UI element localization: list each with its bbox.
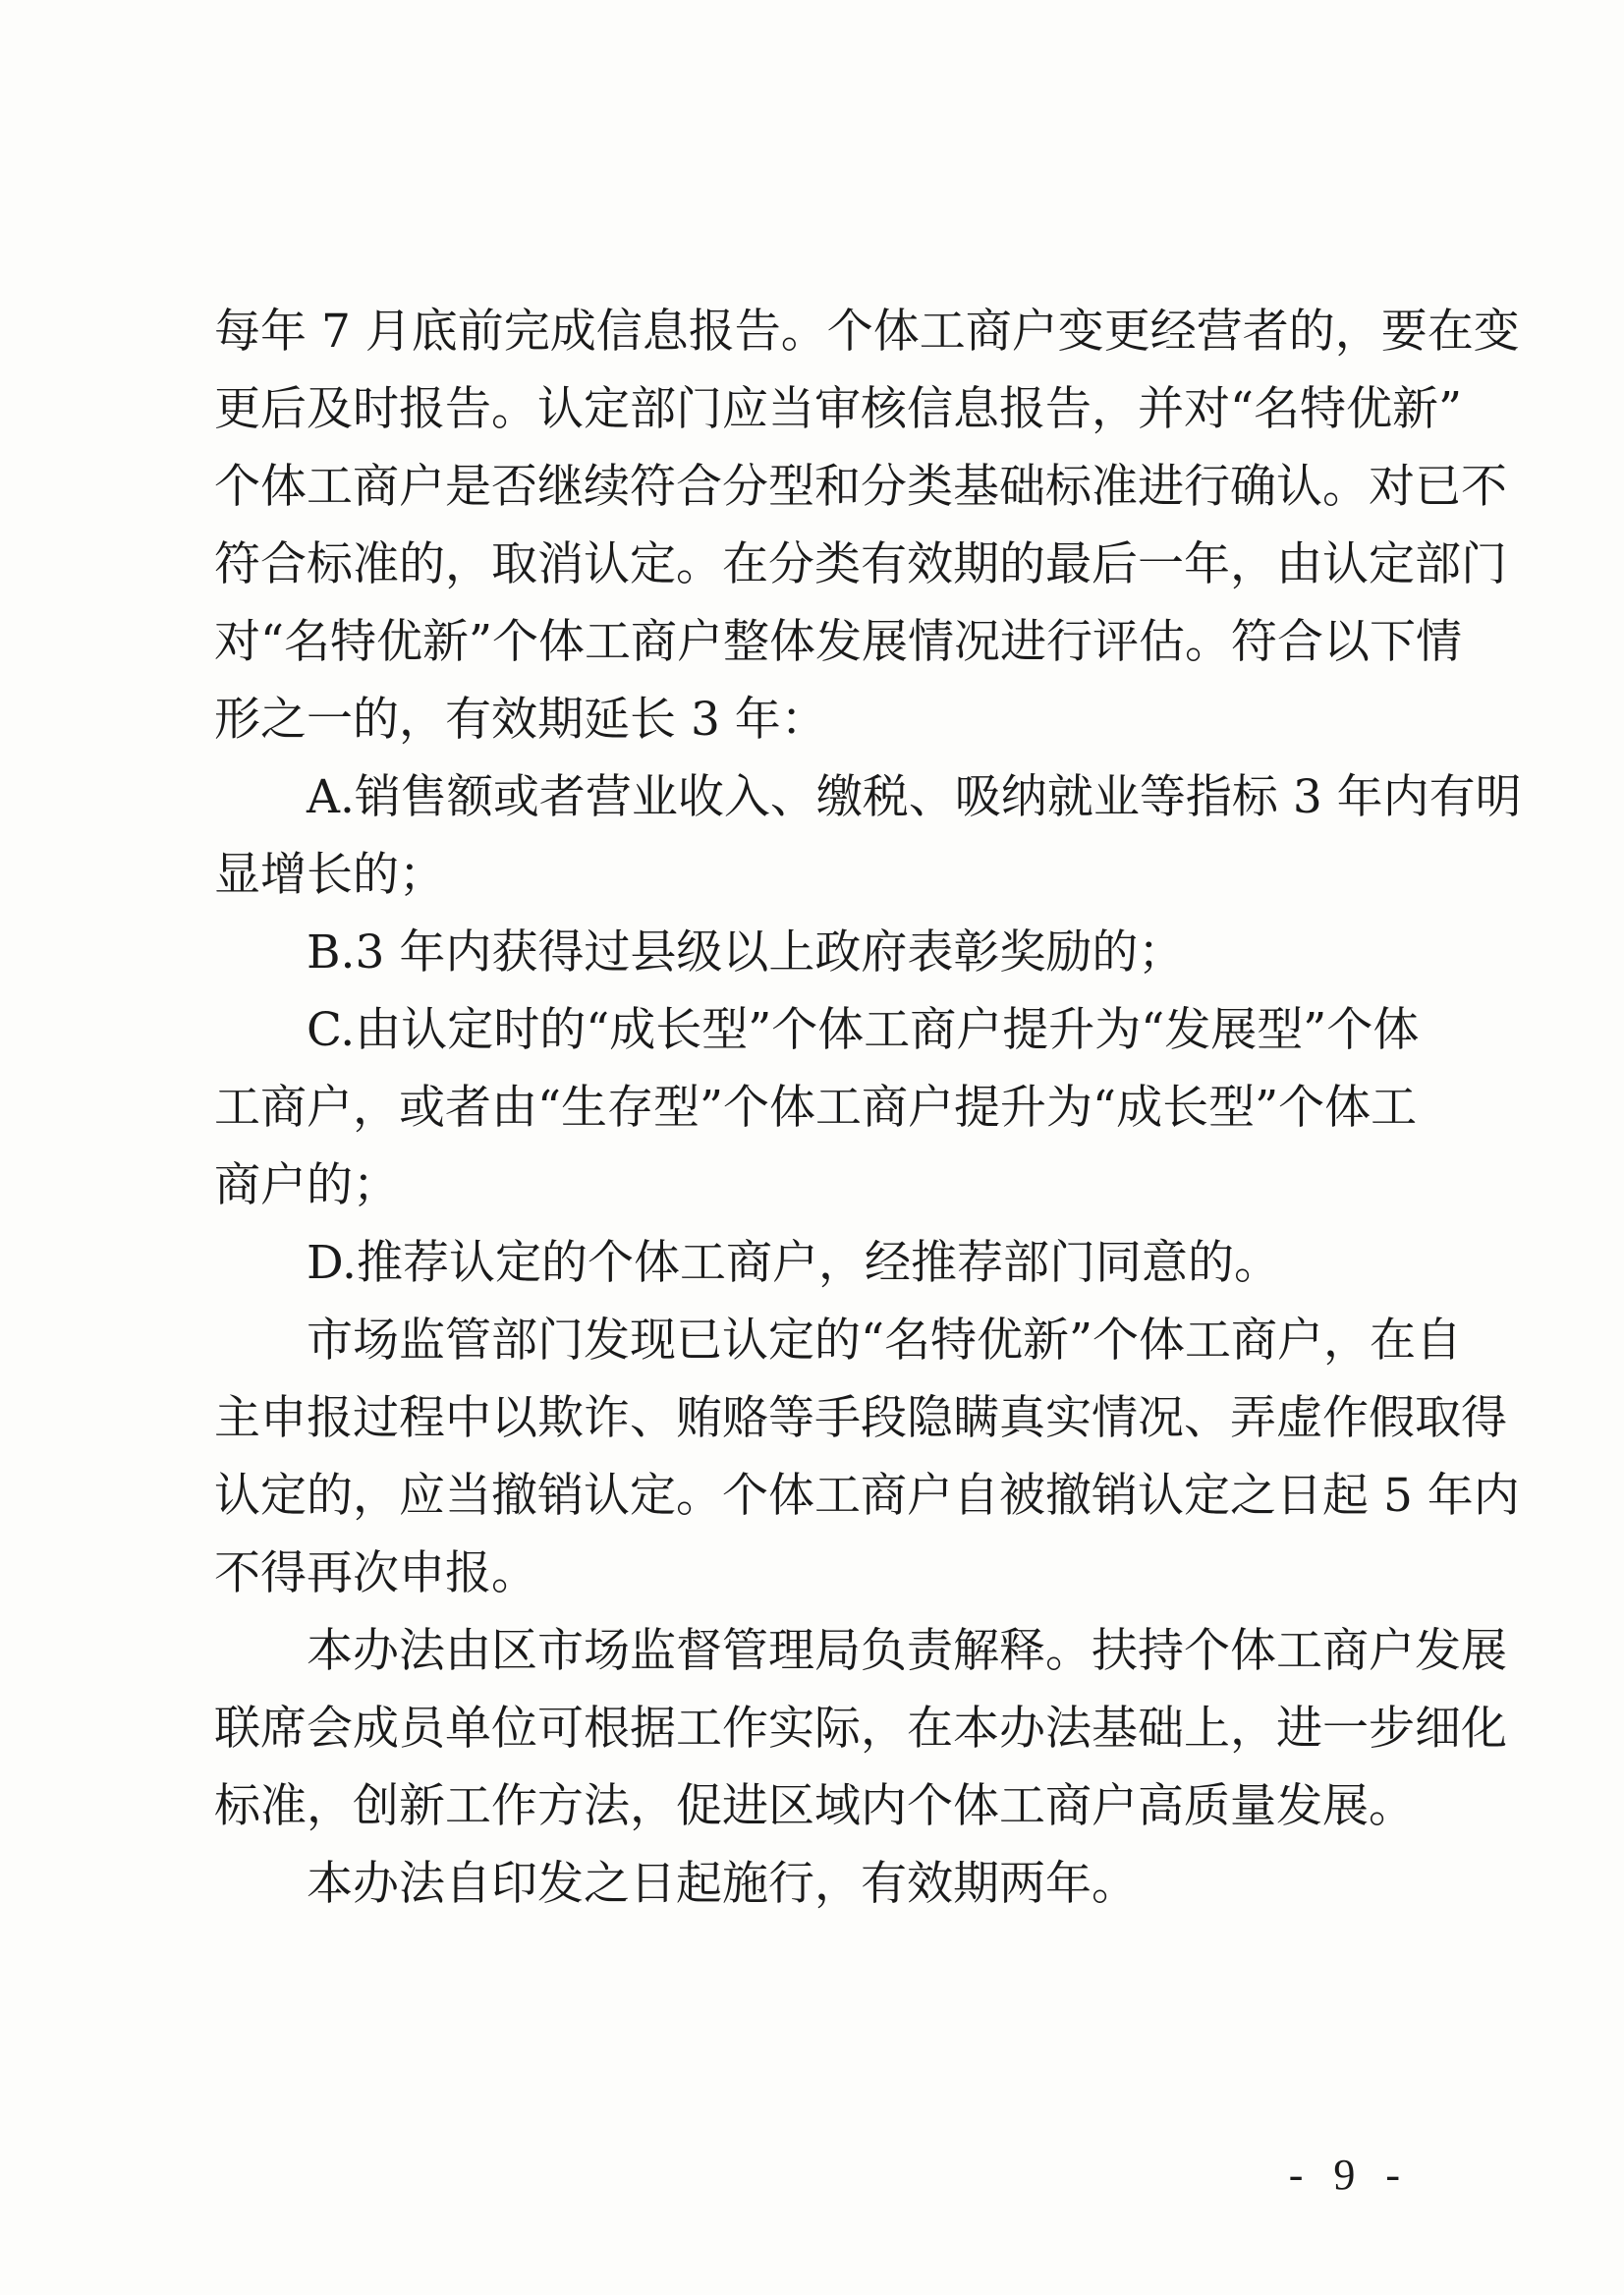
text-line: 显增长的； (214, 848, 445, 902)
text-line: 联席会成员单位可根据工作实际，在本办法基础上，进一步细化 (214, 1702, 1507, 1756)
text-line: C.由认定时的“成长型”个体工商户提升为“发展型”个体 (307, 1003, 1420, 1057)
text-line: D.推荐认定的个体工商户，经推荐部门同意的。 (307, 1236, 1280, 1290)
page-number: - 9 - (1288, 2151, 1410, 2199)
text-line: 每年 7 月底前完成信息报告。个体工商户变更经营者的，要在变 (214, 305, 1520, 359)
text-line: B.3 年内获得过县级以上政府表彰奖励的； (307, 925, 1185, 980)
text-line: 本办法由区市场监督管理局负责解释。扶持个体工商户发展 (307, 1624, 1507, 1678)
text-line: 个体工商户是否继续符合分型和分类基础标准进行确认。对已不 (214, 460, 1507, 514)
text-line: 市场监管部门发现已认定的“名特优新”个体工商户，在自 (307, 1314, 1463, 1368)
text-line: 对“名特优新”个体工商户整体发展情况进行评估。符合以下情 (214, 615, 1463, 669)
text-line: 本办法自印发之日起施行，有效期两年。 (307, 1857, 1138, 1911)
text-line: 形之一的，有效期延长 3 年： (214, 693, 827, 747)
text-line: 工商户，或者由“生存型”个体工商户提升为“成长型”个体工 (214, 1081, 1418, 1135)
text-line: 更后及时报告。认定部门应当审核信息报告，并对“名特优新” (214, 382, 1463, 436)
text-line: A.销售额或者营业收入、缴税、吸纳就业等指标 3 年内有明 (307, 770, 1522, 824)
text-line: 认定的，应当撤销认定。个体工商户自被撤销认定之日起 5 年内 (214, 1469, 1520, 1523)
text-line: 符合标准的，取消认定。在分类有效期的最后一年，由认定部门 (214, 537, 1507, 591)
text-line: 商户的； (214, 1158, 399, 1212)
text-line: 不得再次申报。 (214, 1546, 537, 1600)
text-line: 主申报过程中以欺诈、贿赂等手段隐瞒真实情况、弄虚作假取得 (214, 1391, 1507, 1445)
text-line: 标准，创新工作方法，促进区域内个体工商户高质量发展。 (214, 1779, 1415, 1833)
document-body (214, 293, 1522, 1923)
